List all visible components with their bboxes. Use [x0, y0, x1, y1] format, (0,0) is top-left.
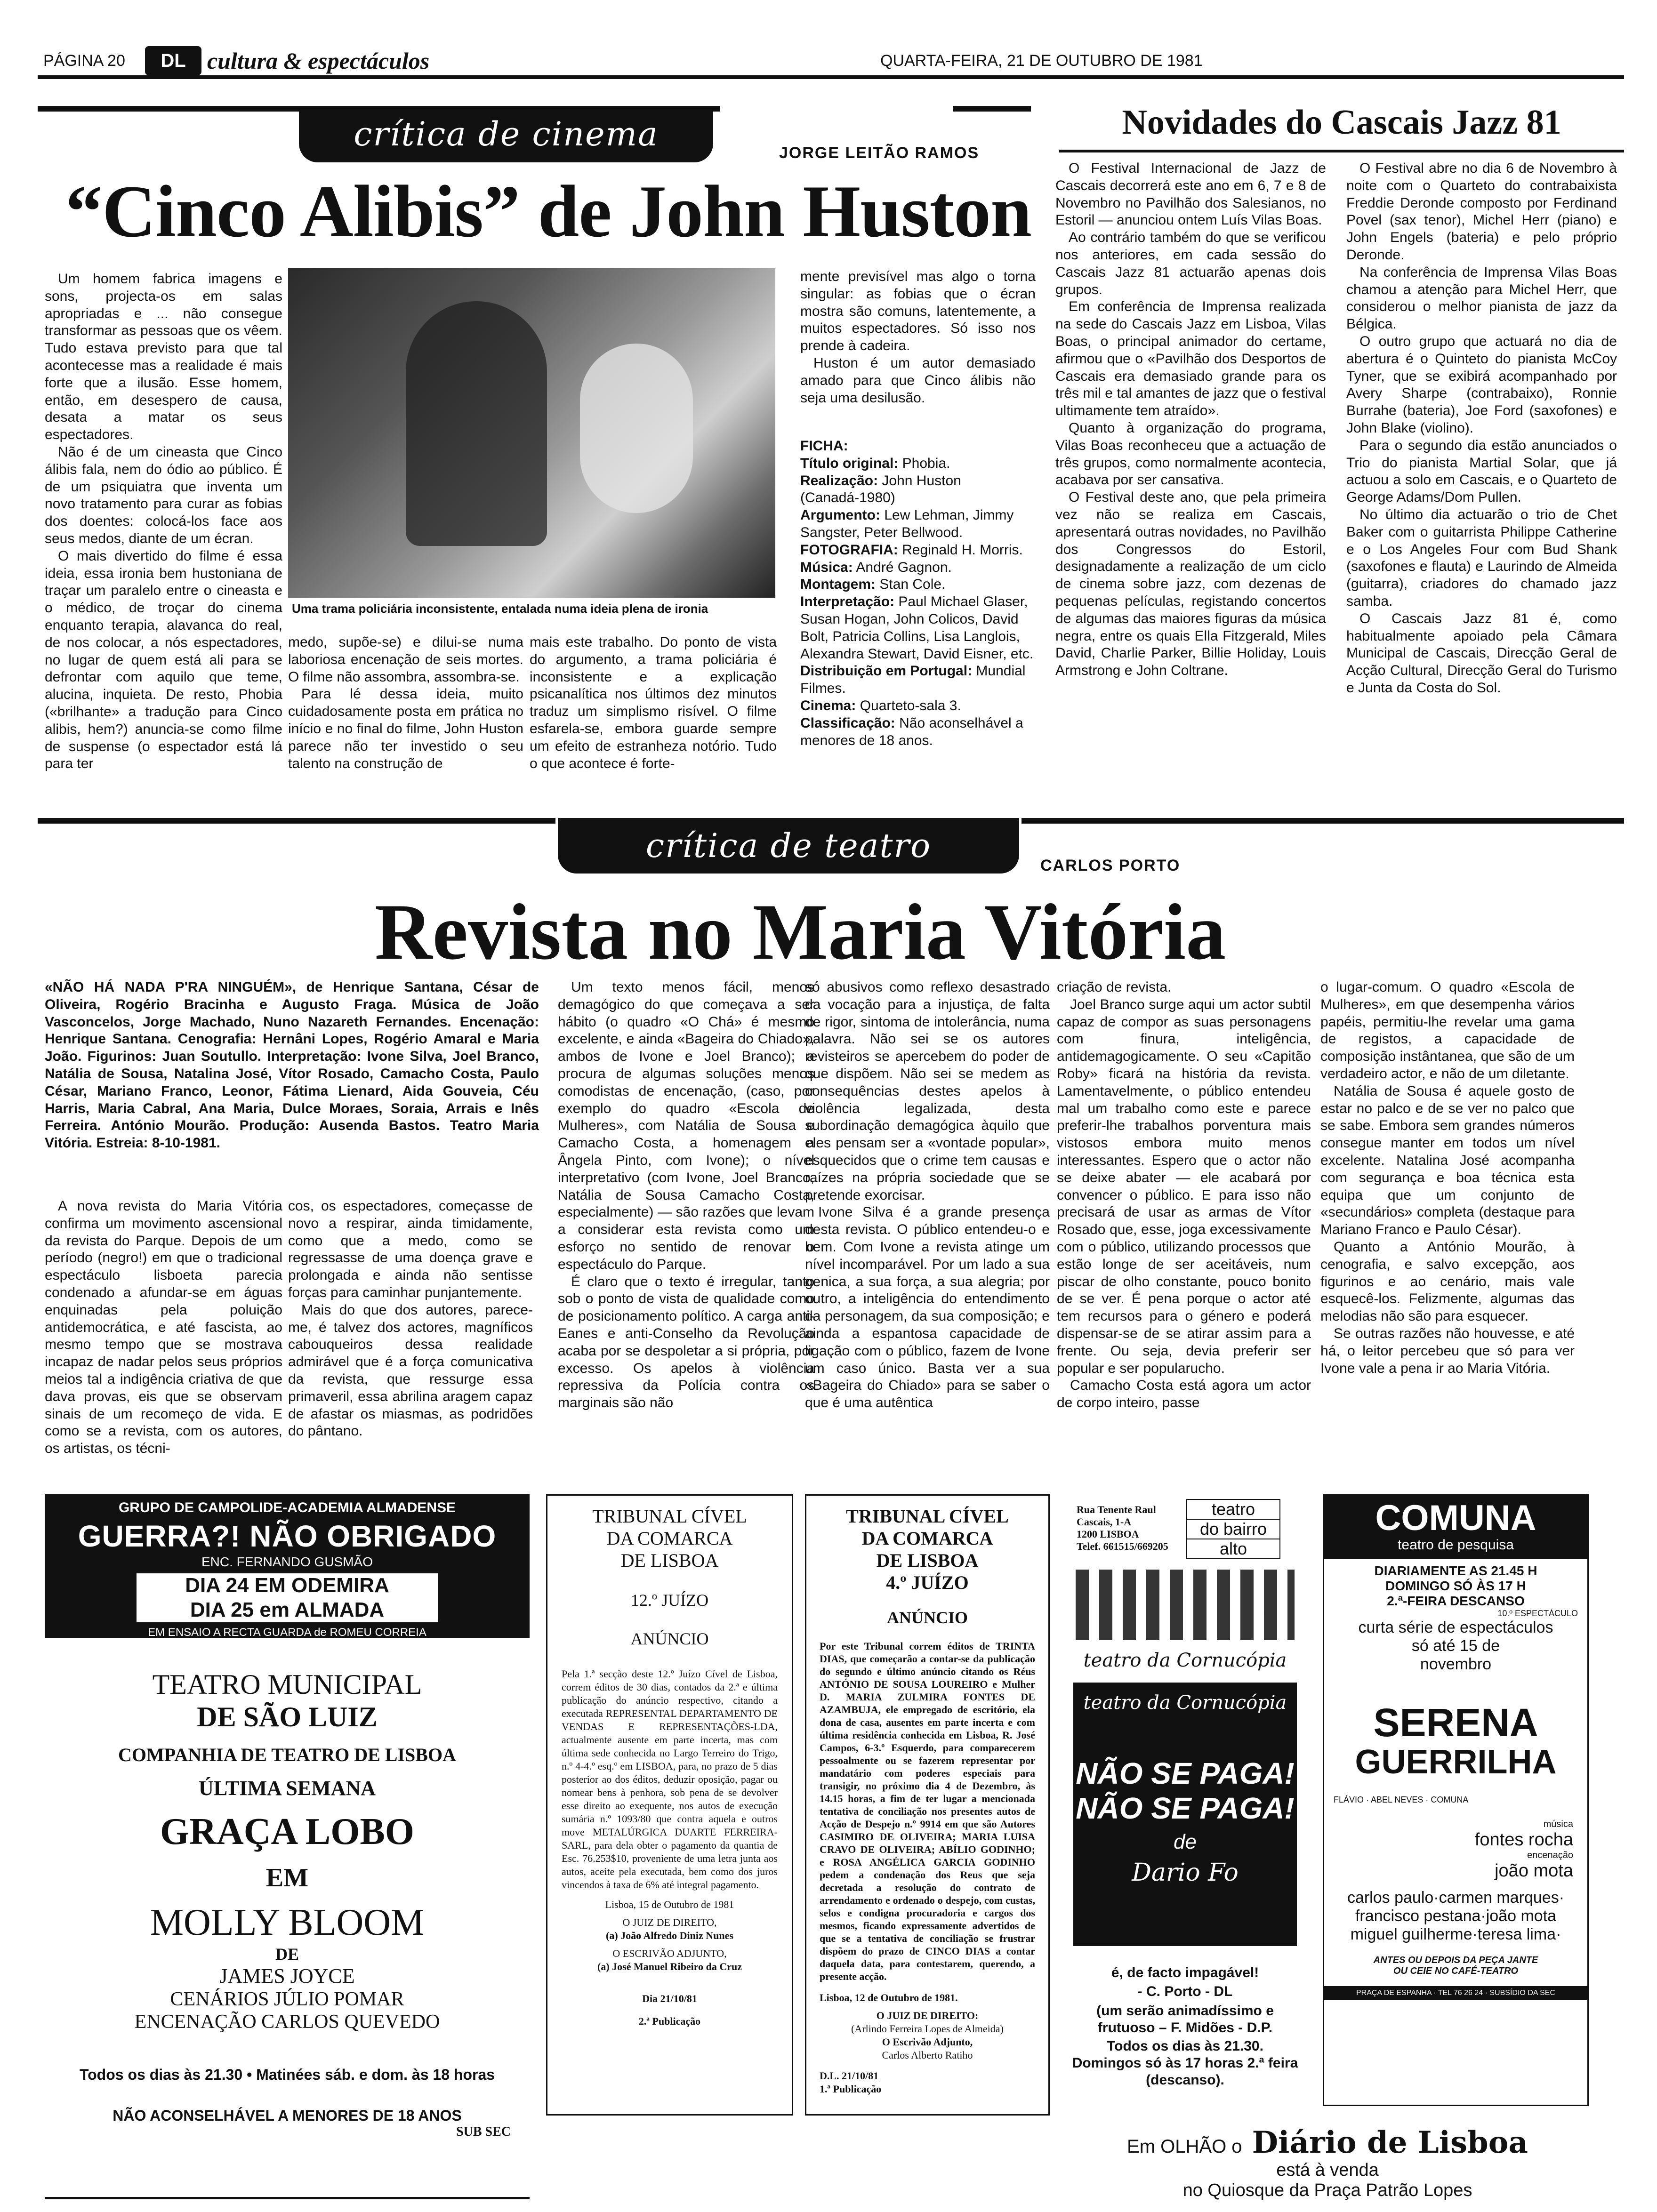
- ad-line: O Escrivão Adjunto,: [882, 2036, 973, 2048]
- ad-line: 2.ª-FEIRA DESCANSO: [1387, 1594, 1525, 1608]
- credit-key: Música:: [800, 559, 853, 575]
- ad-line: ANÚNCIO: [630, 1629, 709, 1648]
- ad-line: OU CEIE NO CAFÉ-TEATRO: [1393, 1966, 1519, 1976]
- paragraph: mais este trabalho. Do ponto de vista do argumento, a trama policiária é inconsistente e a explicação psicanalítica nos últimos dez minutos traduz um simplismo risível. O filme esfarela-se, embora guarde sempre um efeito de estranheza notório. Tudo o que acontece é forte-: [530, 634, 777, 771]
- ad-line: (Arlindo Ferreira Lopes de Almeida): [851, 2023, 1004, 2035]
- ad-line: ANÚNCIO: [886, 1608, 968, 1627]
- ad-line: GUERRA?! NÃO OBRIGADO: [78, 1519, 497, 1553]
- credit-line: [800, 542, 1036, 559]
- credit-value: Reginald H. Morris.: [902, 542, 1023, 558]
- ad-line: Rua Tenente Raul: [1077, 1504, 1156, 1515]
- teatro-banner: [558, 818, 1019, 874]
- cinema-author: JORGE LEITÃO RAMOS: [779, 144, 980, 162]
- credit-value: Não aconselhável a menores de 18 anos.: [800, 715, 1023, 748]
- section-logo-mark: DL: [161, 50, 186, 71]
- ad-line: Telef. 661515/669205: [1077, 1540, 1168, 1552]
- credit-line: [800, 697, 1036, 715]
- paragraph: Natália de Sousa é aquele gosto de estar no palco e de se ver no palco que se sabe. Embora sem grandes números consegue manter em todos um nível excelente. Natalina José acompanha com segurança e boa técnica esta equipa que um conjunto de «secundários» completa (destaque para Mariano Franco e Paulo César).: [1320, 1083, 1575, 1238]
- credit-key: Cinema:: [800, 697, 856, 713]
- ad-line: encenação: [1527, 1850, 1573, 1860]
- paragraph: Um texto menos fácil, menos demagógico do que começava a ser hábito (o quadro «O Chá» é mesmo excelente, e ainda «Bageira do Chiado», ambos de Ivone e Joel Branco); a procura de algumas soluções menos comodistas de encenação, (caso, por exemplo do quadro «Escola de Mulheres», com Natália de Sousa e Camacho Costa, a homenagem a Ângela Pinto, com Ivone); o nível interpretativo (com Ivone, Joel Branco, Natália de Sousa Camacho Costa, especialmente) — são razões que levam a considerar esta revista como um esforço no sentido de renovar o espectáculo do Parque.: [558, 979, 814, 1272]
- ad-line: DOMINGO SÓ ÀS 17 H: [1385, 1579, 1526, 1593]
- ad-line: (a) João Alfredo Diniz Nunes: [606, 1930, 733, 1941]
- ad-line: COMUNA: [1375, 1498, 1536, 1538]
- credit-value: Lew Lehman, Jimmy Sangster, Peter Bellwood.: [800, 507, 1014, 540]
- credit-line: [800, 576, 1036, 593]
- ad-line: DE LISBOA: [876, 1550, 979, 1571]
- paragraph: cos, os espectadores, começasse de novo a respirar, ainda timidamente, como que a medo, como se regressasse de uma doença grave e prolongada e ainda não sentisse forças para caminhar punjantemente.: [288, 1198, 533, 1300]
- credit-value: Phobia.: [902, 455, 950, 471]
- ad-date-box: [137, 1573, 438, 1622]
- ad-line: teatro da Cornucópia: [1083, 1650, 1287, 1671]
- ad-line: ENCENAÇÃO CARLOS QUEVEDO: [134, 2011, 440, 2033]
- ad-line: D.L. 21/10/81: [820, 2070, 879, 2082]
- paragraph: criação de revista.: [1057, 979, 1172, 995]
- ad-line: COMPANHIA DE TEATRO DE LISBOA: [118, 1744, 456, 1765]
- ad-line: 12.º JUÍZO: [630, 1591, 709, 1610]
- ad-line: NÃO ACONSELHÁVEL A MENORES DE 18 ANOS: [113, 2107, 462, 2124]
- paragraph: Para o segundo dia estão anunciados o Trio do pianista Martial Solar, que já actuou a solo em Cascais, e o Quarteto de George Adams/Dom Pullen.: [1346, 437, 1617, 505]
- teatro-col-3: [558, 979, 814, 1459]
- section-logo: [145, 46, 201, 75]
- ad-line: ENC. FERNANDO GUSMÃO: [201, 1555, 373, 1569]
- credit-key: Classificação:: [800, 715, 895, 731]
- page-number: PÁGINA 20: [43, 52, 125, 70]
- cinema-top-rule-right: [953, 106, 1031, 112]
- credit-value: Paul Michael Glaser, Susan Hogan, John Colicos, David Bolt, Patricia Collins, Lisa Langlois, Alexandra Stewart, David Eisner, etc.: [800, 594, 1034, 662]
- paragraph: só abusivos como reflexo desastrado da vocação para a injustiça, de falta de rigor, sintoma de intolerância, numa palavra. Não sei se os autores revisteiros se apercebem do poder de que dispõem. Não sei se medem as consequências destes apelos à violência legalizada, desta subordinação demagógica àquilo que eles pensam ser a «vontade popular», esquecidos que o crime tem causas e raízes na própria sociedade que se pretende exorcisar.: [805, 979, 1050, 1203]
- ad-line: só até 15 de: [1411, 1637, 1500, 1655]
- sao-luiz-bottom-rule: [45, 2197, 530, 2199]
- ad-comuna: [1323, 1494, 1589, 2106]
- credit-value: Quarteto-sala 3.: [860, 697, 961, 713]
- credit-line: [800, 507, 1036, 542]
- paragraph: mente previsível mas algo o torna singular: as fobias que o écran mostra são comuns, latentemente, a muitos espectadores. Só isso nos prende à cadeira.: [800, 269, 1036, 354]
- ad-line: ANTES OU DEPOIS DA PEÇA JANTE: [1373, 1955, 1538, 1965]
- paragraph: Quanto à organização do programa, Vilas Boas reconheceu que a actuação de três grupos, como normalmente acontecia, acabava por ser cansativa.: [1055, 420, 1326, 488]
- ad-line: TRIBUNAL CÍVEL: [846, 1506, 1009, 1527]
- ad-line: joão mota: [1495, 1861, 1573, 1881]
- film-credits: [800, 438, 1036, 795]
- ad-line: SERENA: [1373, 1700, 1538, 1745]
- film-still-photo: [288, 268, 775, 598]
- ad-line: Todos os dias às 21.30 • Matinées sáb. e dom. às 18 horas: [79, 2066, 495, 2083]
- credit-key: Título original:: [800, 455, 899, 471]
- cornucopia-dark-panel: [1073, 1683, 1297, 1946]
- credit-key: Realização:: [800, 473, 878, 489]
- paragraph: Na conferência de Imprensa Vilas Boas chamou a atenção para Michel Herr, que considerou o melhor pianista de jazz da Bélgica.: [1346, 264, 1617, 332]
- ad-line: 2.ª Publicação: [638, 2015, 701, 2027]
- ad-line: Lisboa, 12 de Outubro de 1981.: [820, 1992, 958, 2004]
- ad-line: teatro da Cornucópia: [1083, 1692, 1287, 1714]
- paragraph: Em conferência de Imprensa realizada na sede do Cascais Jazz em Lisboa, Vilas Boas, o principal animador do certame, afirmou que o «Pavilhão dos Desportos de Cascais era demasiado grande para os três mil e tal amantes de jazz que o festival ultimamente tem atraído».: [1055, 299, 1326, 419]
- ad-line: CENÁRIOS JÚLIO POMAR: [170, 1988, 404, 2010]
- ad-line: (a) José Manuel Ribeiro da Cruz: [597, 1961, 742, 1972]
- ad-line: DIARIAMENTE AS 21.45 H: [1374, 1563, 1537, 1578]
- credit-value: Stan Cole.: [879, 577, 946, 593]
- ad-line: teatro de pesquisa: [1398, 1537, 1514, 1553]
- credit-line: [800, 559, 1036, 577]
- paragraph: O Festival abre no dia 6 de Novembro à noite com o Quarteto do contrabaixista Freddie Deronde composto por Ferdinand Povel (sax tenor), Michel Herr (piano) e John Engels (bateria) e pelo próprio Deronde.: [1346, 160, 1617, 263]
- credit-key: Distribuição em Portugal:: [800, 663, 973, 679]
- teatro-top-rule-right: [1022, 818, 1624, 824]
- teatro-author: CARLOS PORTO: [1040, 857, 1181, 874]
- ad-line: NÃO SE PAGA!: [1076, 1791, 1295, 1825]
- diario-line-1: [1066, 2125, 1589, 2160]
- teatro-col-6: [1320, 979, 1575, 1459]
- paragraph: O mais divertido do filme é essa ideia, essa ironia bem hustoniana de traçar um paralelo entre o cineasta e o médico, de troçar do cinema enquanto terapia, alavanca do real, de nos colocar, a nós espectadores, no lugar de quem está ali para se defrontar com aquilo que teme, alucina, inquieta. De resto, Phobia («brilhante» a tradução para Cinco alibis, hem?) anuncia-se como filme de suspense (o espectador está lá para ter: [45, 548, 282, 772]
- address-block: [1077, 1504, 1180, 1553]
- ad-line: GRAÇA LOBO: [160, 1811, 415, 1852]
- ad-line: curta série de espectáculos: [1358, 1619, 1553, 1636]
- page-date: QUARTA-FEIRA, 21 DE OUTUBRO DE 1981: [880, 52, 1203, 70]
- cinema-headline: “Cinco Alibis” de John Huston: [65, 170, 1031, 253]
- jazz-headline: Novidades do Cascais Jazz 81: [1122, 103, 1561, 142]
- ad-line: MOLLY BLOOM: [150, 1902, 425, 1943]
- ad-line: Carlos Alberto Ratiho: [882, 2049, 973, 2061]
- ad-line: alto: [1186, 1539, 1280, 1559]
- ad-line: no Quiosque da Praça Patrão Lopes: [1182, 2180, 1472, 2200]
- comuna-music-block: [1324, 1819, 1573, 1881]
- credit-line: [800, 473, 1036, 507]
- paragraph: Ivone Silva é a grande presença desta revista. O público entendeu-o e bem. Com Ivone a revista atinge um nível incomparável. Por um lado a sua genica, a sua força, a sua alegria; por outro, a inteligência do entendimento da personagem, da sua composição; e ainda a espantosa capacidade de ligação com o público, fazem de Ivone um caso único. Basta ver a sua «Bageira do Chiado» para se saber o que é uma autêntica: [805, 1204, 1050, 1411]
- ad-line: 10.º ESPECTÁCULO: [1497, 1609, 1578, 1618]
- paragraph: A nova revista do Maria Vitória confirma um movimento ascensional da revista do Parque. Depois de um período (negro!) em que o tradicional espectáculo lisboeta parecia condenado a afundar-se em águas enquinadas pela poluição antidemocrática, e até fascista, ao mesmo tempo que se mostrava incapaz de nadar pelos seus próprios meios tal a indigência criativa de que dava provas, eis que se observam sinais de um recomeço de vida. E como se a revista, com os autores, os artistas, os técni-: [45, 1198, 282, 1457]
- ad-line: O ESCRIVÃO ADJUNTO,: [612, 1948, 727, 1959]
- ad-line: Cascais, 1-A: [1077, 1516, 1132, 1528]
- teatro-credits: [45, 979, 539, 1172]
- credit-value: Mundial Filmes.: [800, 663, 1026, 697]
- ad-line: GUERRILHA: [1355, 1743, 1557, 1781]
- ad-line: TRIBUNAL CÍVEL: [592, 1506, 747, 1527]
- cinema-col-2: [288, 634, 523, 808]
- ad-line: DE: [275, 1945, 299, 1964]
- credit-key: Montagem:: [800, 577, 876, 593]
- paragraph: o lugar-comum. O quadro «Escola de Mulheres», em que desempenha vários papéis, permitiu-lhe revelar uma gama de registos, a capacidade de composição instântanea, que são de um verdadeiro actor, e não de um diletante.: [1320, 979, 1575, 1082]
- teatro-banner-label: crítica de teatro: [645, 826, 932, 865]
- paragraph: O Festival deste ano, que pela primeira vez não se realiza em Cascais, apresentará outras novidades, no Pavilhão dos Congressos do Estoril, designadamente a realização de um ciclo de cinema sobre jazz, com dezenas de pequenas películas, registando concertos de algumas das maiores figuras da música negra, entre os quais Ella Fitzgerald, Miles David, Charlie Parker, Billie Holiday, Louis Armstrong e John Coltrane.: [1055, 489, 1326, 679]
- newspaper-logo: Diário de Lisboa: [1252, 2125, 1528, 2160]
- teatro-headline: Revista no Maria Vitória: [374, 888, 1226, 976]
- cinema-banner: [299, 106, 713, 162]
- cinema-col-3: [530, 634, 777, 808]
- paragraph: Não é de um cineasta que Cinco álibis fala, nem do ódio ao público. É de um psiquiatra que inventa um novo tratamento para curar as fobias dos doentes: colocá-los face aos seus medos, diante de um écran.: [45, 444, 282, 546]
- ad-body: Por este Tribunal correm éditos de TRINTA DIAS, que começarão a contar-se da publicação do segundo e último anúncio citando os Réus ANTÓNIO DE SOUSA LOUREIRO e Mulher D. MARIA ZULMIRA FONTES DE AZAMBUJA, ele empregado de escritório, ela dona de casa, ausentes em parte incerta e com última residência conhecida em Lisboa, R. José Campos, 6-3.º Esquerdo, para comparecerem pessoalmente ou se fazerem representar por mandatário com poderes especiais para transigir, no próximo dia 4 de Dezembro, às 14.15 horas, a fim de ter lugar a mencionada tentativa de conciliação nos presentes autos de Acção de Despejo n.º 9914 em que são Autores CASIMIRO DE OLIVEIRA; MARIA LUISA CRAVO DE OLIVEIRA; ABÍLIO GODINHO; e ROSA ANGÉLICA GARCIA GODINHO pedem a condenação dos Reus que seja decretada a resolução do contrato de arrendamento e ordenado o despejo, com custas, selos e condigna procuradoria e cargos dos mesmos, ficando expressamente advertidos de que se a tentativa de conciliação se frustrar dispõem do prazo de CINCO DIAS a contar daquela data, para contestarem, querendo, a presente acção.: [820, 1640, 1035, 1982]
- ad-line: ÚLTIMA SEMANA: [198, 1777, 376, 1800]
- paragraph: O outro grupo que actuará no dia de abertura é o Quinteto do pianista McCoy Tyner, que se exibirá acompanhado por Avery Sharpe (contrabaixo), Ronnie Burrahe (bateria), Joe Ford (saxofones) e John Blake (violino).: [1346, 333, 1617, 436]
- paragraph: No último dia actuarão o trio de Chet Baker com o guitarrista Philippe Catherine e o Los Angeles Four com Bud Shank (saxofones e flauta) e Laurindo de Almeida (guitarra), criadores do chamado jazz samba.: [1346, 506, 1617, 609]
- paragraph: «NÃO HÁ NADA P'RA NINGUÉM», de Henrique Santana, César de Oliveira, Rogério Bracinha e Augusto Fraga. Música de João Vasconcelos, Jorge Machado, Nuno Nazareth Fernandes. Encenação: Henrique Santana. Cenografia: Hernâni Lopes, Rogério Amaral e Maria João. Figurinos: Juan Soutullo. Interpretação: Ivone Silva, Joel Branco, Natália de Sousa, Natalina José, Vítor Rosado, Camacho Costa, Paulo César, Mariano Franco, Leonor, Fátima Lienard, Aida Gouveia, Céu Harris, Maria Cabral, Ana Maria, Dulce Moraes, Soraia, Arrais e Inês Ferreira. António Mourão. Produção: Ausenda Bastos. Teatro Maria Vitória. Estreia: 8-10-1981.: [45, 979, 539, 1151]
- ad-line: Todos os dias às 21.30. Domingos só às 17 horas 2.ª feira (descanso).: [1072, 2038, 1298, 2088]
- ad-line: 4.º JUÍZO: [886, 1572, 969, 1593]
- ad-diario-de-lisboa: [1066, 2125, 1589, 2200]
- paragraph: Ao contrário também do que se verificou nos anteriores, em cada sessão do Cascais Jazz 81 actuarão apenas dois grupos.: [1055, 230, 1326, 297]
- ad-line: EM ENSAIO A RECTA GUARDA de ROMEU CORREIA: [148, 1626, 426, 1639]
- paragraph: Camacho Costa está agora um actor de corpo inteiro, passe: [1057, 1378, 1311, 1411]
- ad-line: TEATRO MUNICIPAL: [152, 1669, 422, 1700]
- ad-line: Dia 21/10/81: [642, 1993, 697, 2004]
- ad-line: está à venda: [1276, 2160, 1379, 2180]
- ad-line: DIA 24 EM ODEMIRA: [185, 1574, 389, 1597]
- ad-line: Dario Fo: [1132, 1859, 1239, 1887]
- ad-line: carlos paulo·carmen marques·: [1347, 1889, 1565, 1907]
- photo-caption: Uma trama policiária inconsistente, entalada numa ideia plena de ironia: [292, 601, 708, 616]
- credits-title: FICHA:: [800, 438, 848, 454]
- paragraph: É claro que o texto é irregular, tanto sob o ponto de vista de qualidade como de posicionamento político. A carga anti-Eanes e anti-Conselho da Revolução acaba por se despoletar a si própria, por excesso. Os apelos à violência repressiva da Polícia contra os marginais são não: [558, 1274, 814, 1411]
- paragraph: O Cascais Jazz 81 é, como habitualmente apoiado pela Câmara Municipal de Cascais, Direcção Geral de Acção Cultural, Direcção Geral do Turismo e Junta da Costa do Sol.: [1346, 610, 1617, 696]
- cast-illustration: [1076, 1570, 1295, 1640]
- ad-line: francisco pestana·joão mota: [1355, 1907, 1557, 1925]
- credit-key: Argumento:: [800, 507, 880, 523]
- credit-value: John Huston (Canadá-1980): [800, 473, 961, 506]
- paragraph: O Festival Internacional de Jazz de Cascais decorrerá este ano em 6, 7 e 8 de Novembro no Pavilhão dos Salesianos, no Estoril — anunciou ontem Luís Vilas Boas.: [1055, 160, 1326, 228]
- ad-line: miguel guilherme·teresa lima·: [1350, 1925, 1561, 1943]
- paragraph: Quanto a António Mourão, à cenografia, e salvo excepção, aos figurinos e ao cenário, mais vale esquecê-los. Felizmente, algumas das melodias não são para esquecer.: [1320, 1239, 1575, 1324]
- ad-line: teatro: [1186, 1499, 1280, 1520]
- ad-line: DIA 25 em ALMADA: [190, 1598, 385, 1621]
- cinema-col-1: [45, 271, 282, 808]
- paragraph: Se outras razões não houvesse, e até há, o leitor percebeu que só para ver Ivone vale a pena ir ao Maria Vitória.: [1320, 1325, 1575, 1376]
- ad-line: de: [1174, 1830, 1197, 1853]
- paragraph: Para lé dessa ideia, muito cuidadosamente posta em prática no início e no final do filme, John Huston parece não ter investido o seu talento na construção de: [288, 686, 523, 771]
- ad-tribunal-4-juizo: [805, 1494, 1050, 2116]
- ad-line: EM: [265, 1863, 309, 1892]
- ad-line: DA COMARCA: [861, 1528, 993, 1549]
- credit-line: [800, 593, 1036, 663]
- ad-line: JAMES JOYCE: [219, 1964, 355, 1988]
- paragraph: Huston é um autor demasiado amado para que Cinco álibis não seja uma desilusão.: [800, 355, 1036, 406]
- jazz-rule: [1059, 150, 1624, 152]
- ad-line: 1200 LISBOA: [1077, 1528, 1139, 1540]
- ad-line: é, de facto impagável!: [1111, 1965, 1259, 1980]
- paragraph: Joel Branco surge aqui um actor subtil capaz de compor as suas personagens com finura, inteligência, antidemagogicamente. O seu «Capitão Roby» ficará na história da revista. Lamentavelmente, o público entendeu mal um trabalho como este e parece preferir-lhe trabalhos porventura mais vistosos embora muito menos interessantes. Espero que o actor não se deixe abater — ele acabará por convencer o público. E para isso não precisará de usar as armas de Vítor Rosado que, esse, joga excessivamente com o público, utilizando processos que estão longe de ser aceitáveis, num piscar de olho constante, pouco bonito de se ver. É pena porque o actor até tem recursos para o género e poderá dispensar-se de se atirar assim para a frente. Ou seja, devia preferir ser popular e ser popularucho.: [1057, 996, 1311, 1376]
- paragraph: Mais do que dos autores, parece-me, é talvez dos actores, magníficos cabouqueiros dessa realidade admirável que é a força comunicativa da revista, que ressurge essa primaveril, essa abrilina aragem capaz de afastar os miasmas, as podridões do pântano.: [288, 1302, 533, 1439]
- credit-value: André Gagnon.: [856, 559, 952, 575]
- ad-teatro-cornucopia: [1066, 1494, 1304, 2139]
- credit-key: FOTOGRAFIA:: [800, 542, 898, 558]
- credit-key: Interpretação:: [800, 594, 895, 610]
- teatro-col-2: [288, 1198, 533, 1459]
- header-rule: [38, 75, 1624, 79]
- ad-line: novembro: [1420, 1655, 1492, 1673]
- ad-line: O JUIZ DE DIREITO:: [876, 2010, 979, 2021]
- ad-line: (um serão animadíssimo e frutuoso – F. Midões - D.P.: [1096, 2003, 1274, 2036]
- ad-line: Lisboa, 15 de Outubro de 1981: [605, 1899, 734, 1910]
- cinema-col-4: [800, 268, 1036, 406]
- credit-line: [800, 455, 1036, 473]
- ad-line: FLÁVIO · ABEL NEVES · COMUNA: [1334, 1795, 1469, 1804]
- ad-body: Pela 1.ª secção deste 12.º Juízo Cível de Lisboa, correm éditos de 30 dias, contados da 2.ª e última publicação do anúncio respectivo, citando a executada REPRESENTAL DEPARTAMENTO DE VENDAS E REPRESENTAÇÕES-LDA, actualmente ausente em parte incerta, mas com última sede conhecida no Largo Terreiro do Trigo, n.º 4-4.º esq.º em LISBOA, para, no prazo de 5 dias posterior ao dos éditos, deduzir oposição, pagar ou nomear bens à penhora, sob pena de se devolver esse direito ao exequente, nos autos de execução sumária n.º 1093/80 que contra aquela e outros move METALÚRGICA DUARTE FERREIRA-SARL, para dela obter o pagamento da quantia de Esc. 76.253$10, proveniente de uma letra junta aos autos, aceite pela executada, bem como dos juros vincendos à taxa de 6% até integral pagamento.: [562, 1668, 778, 1891]
- ad-line: GRUPO DE CAMPOLIDE-ACADEMIA ALMADENSE: [118, 1500, 456, 1515]
- figure-face: [580, 344, 693, 513]
- teatro-top-rule: [38, 818, 555, 824]
- ad-line: PRAÇA DE ESPANHA · TEL 76 26 24 · SUBSÍDIO DA SEC: [1324, 1986, 1587, 2000]
- credit-line: [800, 663, 1036, 697]
- paragraph: medo, supõe-se) e dilui-se numa laboriosa encenação de seis mortes. O filme não assombra, assombra-se.: [288, 634, 523, 685]
- ad-line: Em OLHÃO o: [1127, 2136, 1242, 2157]
- ad-line: DE SÃO LUIZ: [197, 1701, 378, 1732]
- paragraph: Um homem fabrica imagens e sons, projecta-os em salas apropriadas e ... não consegue transformar as pessoas que os vêem. Tudo estava previsto para que tal acontecesse mas a realidade é mais forte que a ilusão. Esse homem, então, em desespero de causa, desata a matar os seus espectadores.: [45, 271, 282, 443]
- ad-line: fontes rocha: [1474, 1830, 1573, 1850]
- ad-line: NÃO SE PAGA!: [1076, 1756, 1295, 1790]
- ad-line: música: [1543, 1819, 1573, 1829]
- teatro-col-1: [45, 1198, 282, 1459]
- cinema-banner-label: crítica de cinema: [354, 115, 659, 153]
- jazz-col-1: [1055, 160, 1326, 800]
- ad-line: do bairro: [1186, 1520, 1280, 1539]
- ad-line: 1.ª Publicação: [820, 2083, 882, 2095]
- ad-guerra-nao-obrigado: [45, 1494, 530, 1638]
- ad-line: - C. Porto - DL: [1137, 1984, 1233, 1999]
- ad-line: DA COMARCA: [606, 1528, 733, 1549]
- ad-sao-luiz: [45, 1659, 530, 2188]
- ad-line: DE LISBOA: [620, 1550, 719, 1571]
- ad-line: SUB SEC: [456, 2124, 511, 2139]
- teatro-col-4: [805, 979, 1050, 1459]
- jazz-col-2: [1346, 160, 1617, 800]
- section-name: cultura & espectáculos: [207, 48, 430, 74]
- ad-tribunal-12-juizo: [546, 1494, 793, 2116]
- comuna-header: [1324, 1496, 1587, 1559]
- figure-silhouette: [406, 301, 547, 546]
- bairro-alto-logo: [1186, 1499, 1280, 1559]
- teatro-col-5: [1057, 979, 1311, 1459]
- ad-line: O JUIZ DE DIREITO,: [622, 1916, 717, 1928]
- credit-line: [800, 715, 1036, 750]
